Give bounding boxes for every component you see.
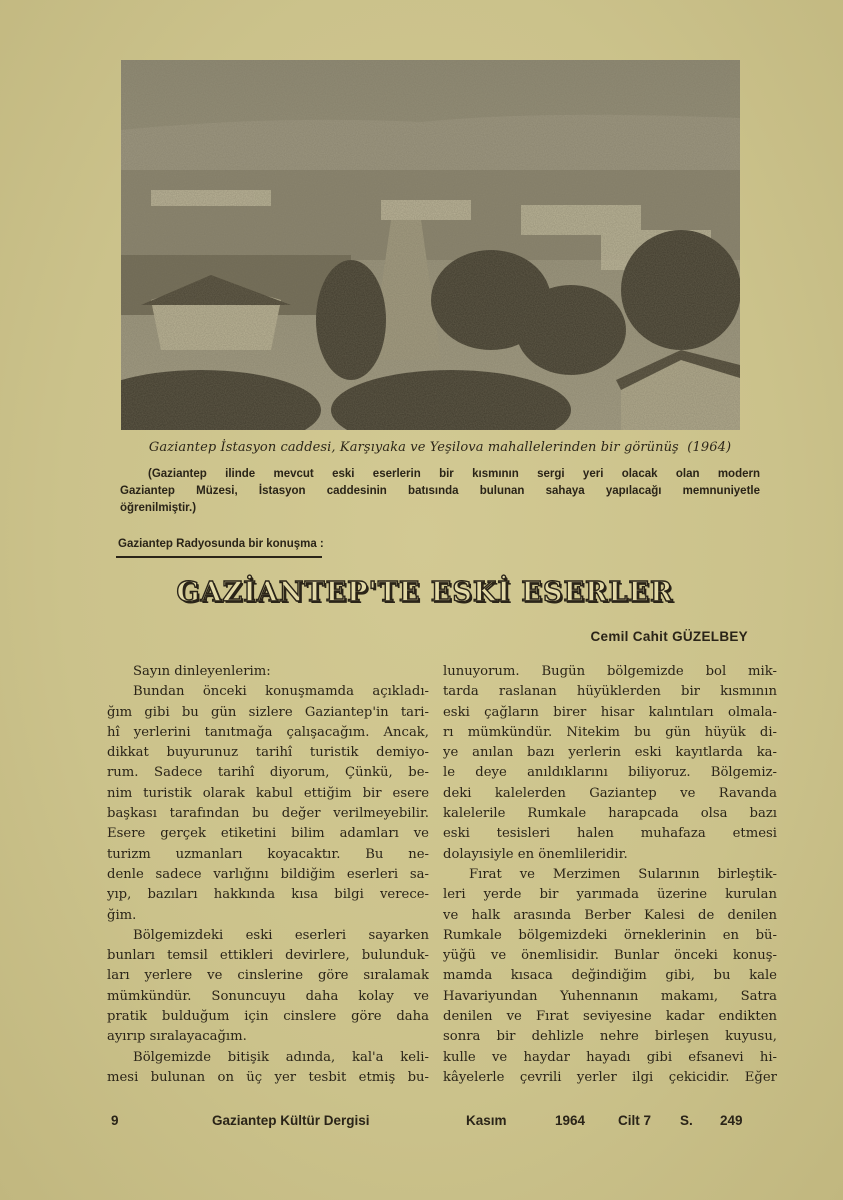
issue-month: Kasım (466, 1113, 507, 1128)
text-line: ye anılan bazı yerlerin eski kayıtlarda ka- (443, 745, 777, 761)
text-line: kalelerile Rumkale harapcada olsa bazı (443, 806, 777, 822)
right-text-column (443, 662, 777, 1088)
text-line: Fırat ve Merzimen Sularının birleştik- (469, 866, 777, 882)
text-line: denle sadece varlığını bildiğim eserleri sa- (107, 866, 429, 882)
text-line: lunuyorum. Bugün bölgemizde bol mik- (443, 664, 777, 679)
text-line: mümkündür. Sonuncuyu daha kolay ve (107, 988, 429, 1004)
text-line: leri yerde bir yarımada üzerine kurulan (443, 887, 777, 903)
text-line: Rumkale bölgemizdeki örneklerinin en bü- (443, 927, 777, 943)
text-line: bunları temsil ettikleri devirlere, bulunduk- (107, 948, 429, 964)
text-line: turizm uzmanları koyacaktır. Bu ne- (107, 846, 429, 862)
journal-name: Gaziantep Kültür Dergisi (212, 1113, 370, 1128)
photo-note-line: öğrenilmiştir.) (120, 502, 197, 514)
text-line: eski çağların birer hisar kalıntıları olmala- (443, 704, 777, 720)
article-title: GAZİANTEP'TE ESKİ ESERLER (176, 577, 674, 608)
photo-caption-text: Gaziantep İstasyon caddesi, Karşıyaka ve Yeşilova mahallelerinden bir görünüş (148, 440, 679, 455)
article-author: Cemil Cahit GÜZELBEY (590, 629, 748, 644)
text-line: dolayısiyle en önemlileridir. (443, 846, 628, 862)
volume-label: Cilt 7 (618, 1113, 652, 1128)
text-line: ğım gibi bu gün sizlere Gaziantep'in tari- (107, 704, 429, 720)
page-footer (0, 1113, 843, 1133)
text-line: Havariyundan Yuhennanın makamı, Satra (443, 988, 777, 1004)
photo-note (120, 466, 760, 517)
text-line: yıp, bazıları hakkında kısa bilgi verece- (107, 887, 429, 903)
text-line: le deye anıldıklarını biliyoruz. Bölgemiz- (443, 765, 777, 781)
page-number: 9 (111, 1113, 119, 1128)
text-line: yüğü ve önemlisidir. Bunlar önceki konuş- (443, 948, 777, 964)
city-panorama-photo (121, 60, 740, 430)
text-line: ğim. (107, 907, 137, 923)
photo-caption-year: (1964) (687, 440, 732, 455)
issue-label: S. (680, 1113, 693, 1128)
text-line: başkası tarafından bu değer verilmeyebilir. (107, 806, 429, 822)
text-line: Bundan önceki konuşmamda açıkladı- (133, 684, 429, 700)
text-line: ve halk arasında Berber Kalesi de denilen (443, 907, 777, 923)
text-line: rı mümkündür. Nitekim bu gün hüyük di- (443, 724, 777, 740)
text-line: ları yerlere ve cinslerine göre sıralamak (107, 968, 429, 984)
text-line: kâyelerle çevrili yerler ilgi çekicidir. Eğer (443, 1069, 777, 1085)
text-line: kulle ve haydar hayadı gibi efsanevi hi- (443, 1049, 777, 1065)
issue-number: 249 (720, 1113, 743, 1128)
text-line: Bölgemizde bitişik adında, kal'a keli- (133, 1049, 429, 1065)
text-line: tarda raslanan hüyüklerden bir kısmının (443, 684, 777, 700)
photo-note-line: (Gaziantep ilinde mevcut eski eserlerin bir kısmının sergi yeri olacak olan modern (148, 468, 760, 480)
text-line: pratik bulduğum için cinslere göre daha (107, 1009, 429, 1025)
text-line: Esere gerçek etiketini bilim adamları ve (107, 826, 429, 842)
text-line: nim turistik olarak kabul ettiğim bir esere (107, 785, 429, 801)
text-line: eski tesisleri halen muhafaza etmesi (443, 826, 777, 842)
text-line: mamda kısaca değindiğim gibi, bu kale (443, 968, 777, 984)
text-line: Bölgemizdeki eski eserleri sayarken (133, 927, 429, 943)
issue-year: 1964 (555, 1113, 586, 1128)
text-line: sonra bir dehlizle nehre birleşen kuyusu, (443, 1029, 777, 1045)
photo-note-line: Gaziantep Müzesi, İstasyon caddesinin batısında bulunan sahaya yapılacağı memnuniyetle (120, 485, 760, 497)
article-subheading: Gaziantep Radyosunda bir konuşma : (118, 538, 324, 550)
photo-illustration (121, 60, 740, 430)
subheading-rule (116, 556, 322, 558)
text-line: ayırıp sıralayacağım. (107, 1029, 247, 1045)
text-line: mesi bulunan on üç yer tesbit etmiş bu- (107, 1069, 429, 1085)
text-line: deki kalelerden Gaziantep ve Ravanda (443, 785, 777, 801)
text-line: Sayın dinleyenlerim: (133, 664, 271, 679)
left-text-column (107, 662, 429, 1088)
text-line: rum. Sadece tarihî diyorum, Çünkü, be- (107, 765, 429, 781)
text-line: dikkat buyurunuz tarihî turistik demiyo- (107, 745, 429, 761)
text-line: denilen ve Fırat seviyesine kadar endikten (443, 1009, 777, 1025)
text-line: hî yerlerini tanıtmağa çalışacağım. Ancak, (107, 724, 429, 740)
photo-caption (120, 440, 760, 455)
